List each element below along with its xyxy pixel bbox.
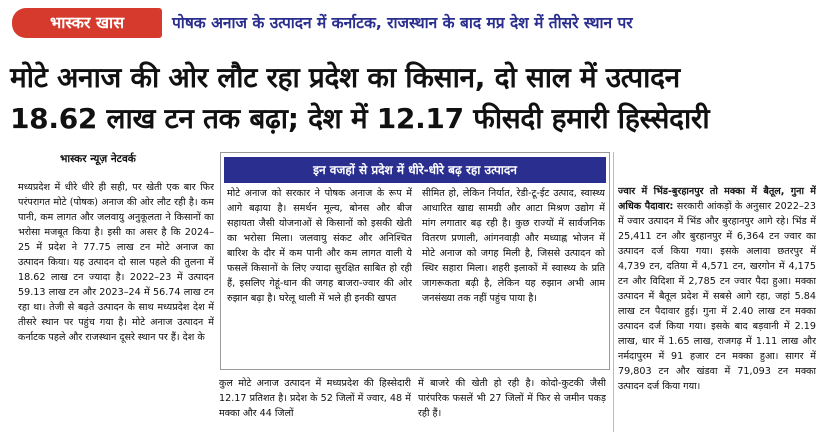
subhead: ज्वार में भिंड-बुरहानपुर तो मक्का में बैतूल, गुना में अधिक पैदावार: — [618, 186, 816, 212]
kicker-text: पोषक अनाज के उत्पादन में कर्नाटक, राजस्थान के बाद मप्र देश में तीसरे स्थान पर — [172, 14, 633, 32]
byline: भास्कर न्यूज़ नेटवर्क — [60, 153, 136, 165]
column-divider — [613, 152, 614, 432]
article-column-4 — [618, 184, 816, 432]
article-column-1: मध्यप्रदेश में धीरे धीरे ही सही, पर खेती एक बार फिर परंपरागत मोटे (पोषक) अनाज की ओर लौट रही है। कम पानी, कम लागत और जलवायु अनुकूलता ने किसानों का भरोसा मजबूत किया है। इसी का असर है कि 2024–25 में प्रदेश ने 77.75 लाख टन मोटे अनाज का उत्पादन किया। यह उत्पादन दो साल पहले की तुलना में 18.62 लाख टन ज्यादा है। 2022–23 में उत्पादन 59.13 लाख टन और 2023–24 में 56.74 लाख टन रहा था। तेजी से बढ़ते उत्पादन के साथ मध्यप्रदेश देश में तीसरे स्थान पर पहुंच गया है। मोटे अनाज उत्पादन में कर्नाटक पहले और राजस्थान दूसरे स्थान पर हैं। देश के — [18, 182, 214, 343]
headline-line-2: 18.62 लाख टन तक बढ़ा; देश में 12.17 फीसदी हमारी हिस्सेदारी — [10, 102, 710, 135]
sidebar-box-column-1: मोटे अनाज को सरकार ने पोषक अनाज के रूप में आगे बढ़ाया है। समर्थन मूल्य, बोनस और बीज सहायता जैसी योजनाओं से किसानों को इसकी खेती का भरोसा मिला। जलवायु संकट और अनिश्चित बारिश के दौर में कम पानी और कम लागत वाली ये फसलें किसानों के लिए ज्यादा सुरक्षित साबित हो रही हैं, इसलिए गेहूं-धान की जगह बाजरा-ज्वार की ओर रुझान बढ़ा है। घरेलू थाली में भले ही इनकी खपत — [227, 188, 412, 304]
kicker-badge: भास्कर खास — [12, 8, 162, 38]
article-column-4-text: सरकारी आंकड़ों के अनुसार 2022–23 में ज्वार उत्पादन में भिंड और बुरहानपुर आगे रहे। भिंड में 25,411 टन और बुरहानपुर में 6,364 टन ज्वार का उत्पादन दर्ज किया गया। इसके अलावा छतरपुर में 4,739 टन, दतिया में 4,571 टन, खरगोन में 4,175 टन और विदिशा में 2,785 टन ज्वार पैदा हुआ। मक्का उत्पादन में बैतूल प्रदेश में सबसे आगे रहा, जहां 5.84 लाख टन पैदावार हुई। गुना में 2.40 लाख टन मक्का उत्पादन दर्ज किया गया। इसके बाद बड़वानी में 2.19 लाख, धार में 1.65 लाख, राजगढ़ में 1.11 लाख और नर्मदापुरम में 91 हजार टन मक्का हुआ। सागर में 79,803 टन और खंडवा में 71,093 टन मक्का उत्पादन दर्ज किया गया। — [618, 201, 816, 392]
article-column-3: में बाजरे की खेती हो रही है। कोदो-कुटकी जैसी पारंपरिक फसलें भी 27 जिलों में फिर से जमीन पकड़ रही हैं। — [418, 378, 606, 419]
headline-line-1: मोटे अनाज की ओर लौट रहा प्रदेश का किसान, दो साल में उत्पादन — [10, 61, 680, 94]
sidebar-box-title: इन वजहों से प्रदेश में धीरे-धीरे बढ़ रहा उत्पादन — [224, 157, 606, 183]
sidebar-box-column-2: सीमित हो, लेकिन निर्यात, रेडी-टू-ईट उत्पाद, स्वास्थ्य आधारित खाद्य सामग्री और आटा मिश्रण उद्योग में मांग लगातार बढ़ रही है। कुछ राज्यों में सार्वजनिक वितरण प्रणाली, आंगनवाड़ी और मध्याह्न भोजन में मोटे अनाज को जगह मिली है, जिससे उत्पादन को स्थिर सहारा मिला। शहरी इलाकों में स्वास्थ्य के प्रति जागरूकता बढ़ी है, लेकिन यह रुझान अभी आम जनसंख्या तक नहीं पहुंच पाया है। — [422, 188, 605, 304]
article-column-2: कुल मोटे अनाज उत्पादन में मध्यप्रदेश की हिस्सेदारी 12.17 प्रतिशत है। प्रदेश के 52 जिलों में ज्वार, 48 में मक्का और 44 जिलों — [219, 378, 411, 419]
